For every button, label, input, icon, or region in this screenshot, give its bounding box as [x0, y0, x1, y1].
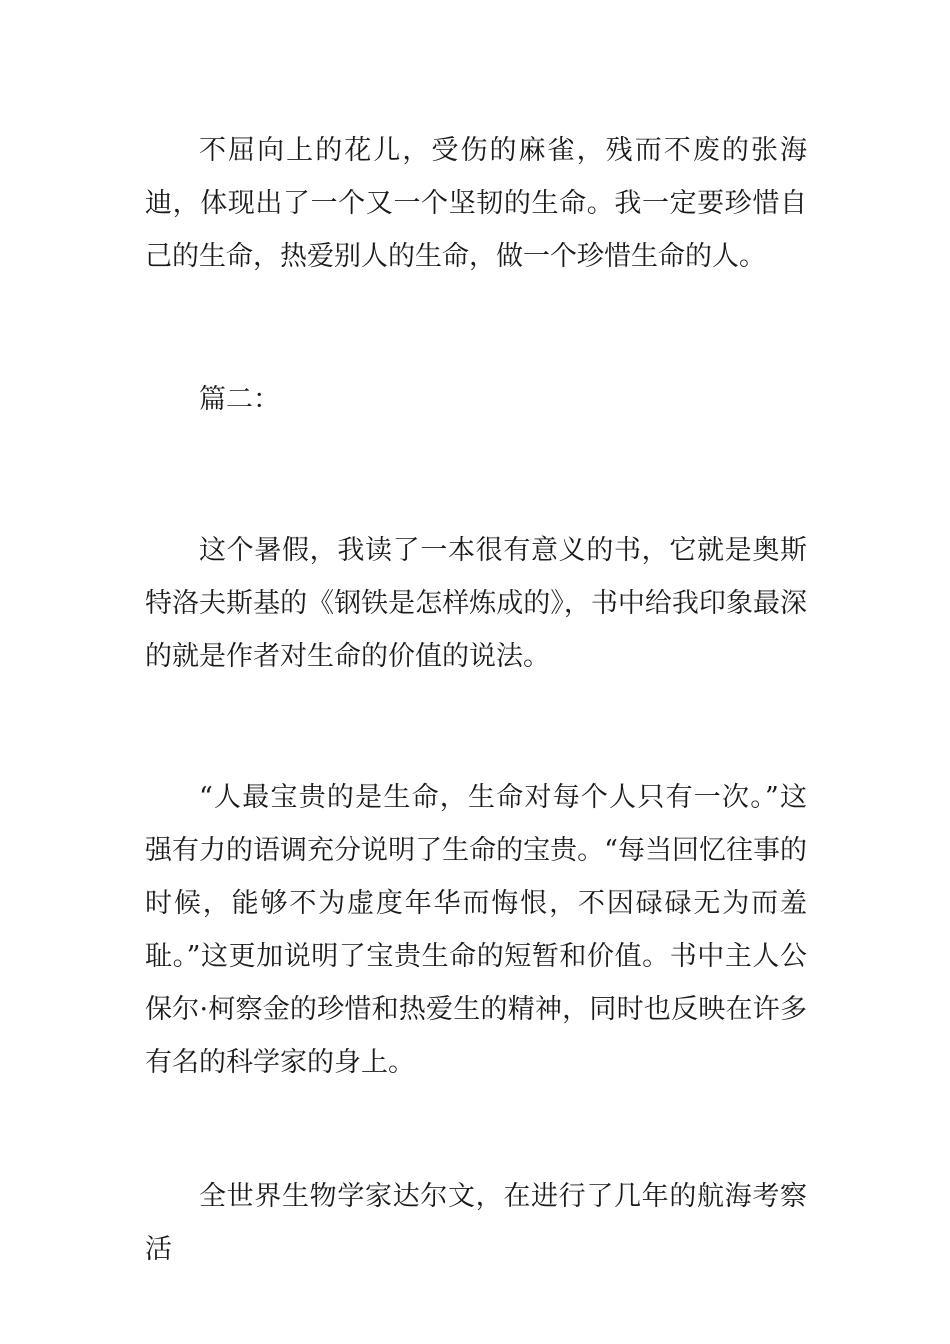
paragraph-summer-reading: 这个暑假，我读了一本很有意义的书，它就是奥斯特洛夫斯基的《钢铁是怎样炼成的》，书中给我印象最深的就是作者对生命的价值的说法。	[145, 535, 807, 672]
paragraph-life-conclusion: 不屈向上的花儿，受伤的麻雀，残而不废的张海迪，体现出了一个又一个坚韧的生命。我一定要珍惜自己的生命，热爱别人的生命，做一个珍惜生命的人。	[145, 135, 807, 272]
paragraph-quote-value-of-life: “人最宝贵的是生命，生命对每个人只有一次。”这强有力的语调充分说明了生命的宝贵。“每当回忆往事的时候，能够不为虚度年华而悔恨，不因碌碌无为而羞耻。”这更加说明了宝贵生命的短暂和价值。书中主人公保尔·柯察金的珍惜和热爱生的精神，同时也反映在许多有名的科学家的身上。	[145, 782, 807, 1078]
section-heading-part-two: 篇二：	[199, 384, 280, 415]
paragraph-darwin: 全世界生物学家达尔文，在进行了几年的航海考察活	[145, 1181, 807, 1265]
